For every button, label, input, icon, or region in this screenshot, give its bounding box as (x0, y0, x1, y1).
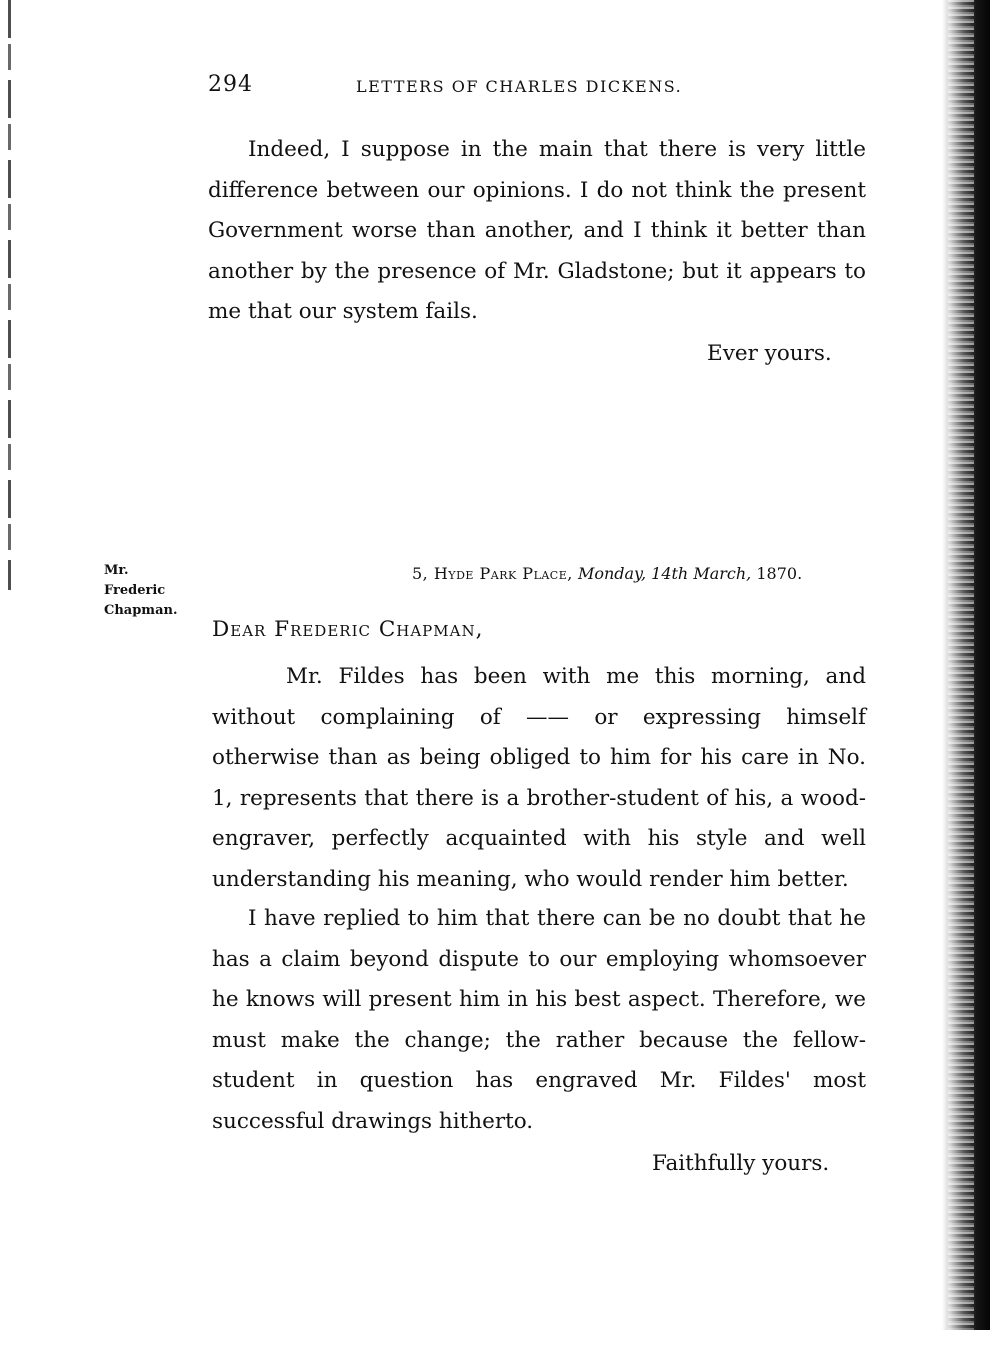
letter2-paragraph-2: I have replied to him that there can be no doubt that he has a claim beyond dispute to our employing whomsoever he knows will present him in his best aspect. Therefore, we must make the change; the rather because the fellow-student in question has engraved Mr. Fildes' most successful drawings hitherto. (212, 906, 866, 1134)
margin-note-line: Frederic (104, 583, 166, 598)
left-margin-scan-edge (8, 0, 11, 590)
dateline-year: 1870. (756, 564, 803, 583)
dateline-address: 5, Hyde Park Place, (412, 564, 573, 583)
letter1-closing: Ever yours. (707, 341, 832, 366)
letter2-dateline (412, 564, 802, 583)
margin-note-line: Chapman. (104, 603, 178, 618)
margin-note-recipient (104, 561, 177, 621)
letter2-paragraph-1: Mr. Fildes has been with me this morning, and without complaining of —— or expressing himself otherwise than as being obliged to him for his care in No. 1, represents that there is a brother-student of his, a wood-engraver, perfectly acquainted with his style and well understanding his meaning, who would render him better. (212, 664, 866, 892)
running-title: LETTERS OF CHARLES DICKENS. (356, 77, 683, 96)
binding-texture (948, 0, 974, 1330)
dateline-day: Monday, (577, 564, 647, 583)
running-header (208, 72, 728, 102)
margin-note-line: Mr. (104, 563, 129, 578)
letter1-paragraph: Indeed, I suppose in the main that there is very little difference between our opinions. I do not think the present Government worse than another, and I think it better than another by the presence of Mr. Gladstone; but it appears to me that our system fails. (208, 137, 866, 324)
page-number: 294 (208, 72, 253, 97)
letter2-salutation: Dear Frederic Chapman, (212, 617, 484, 642)
letter2-closing: Faithfully yours. (652, 1151, 830, 1176)
dateline-date: 14th March, (651, 564, 752, 583)
